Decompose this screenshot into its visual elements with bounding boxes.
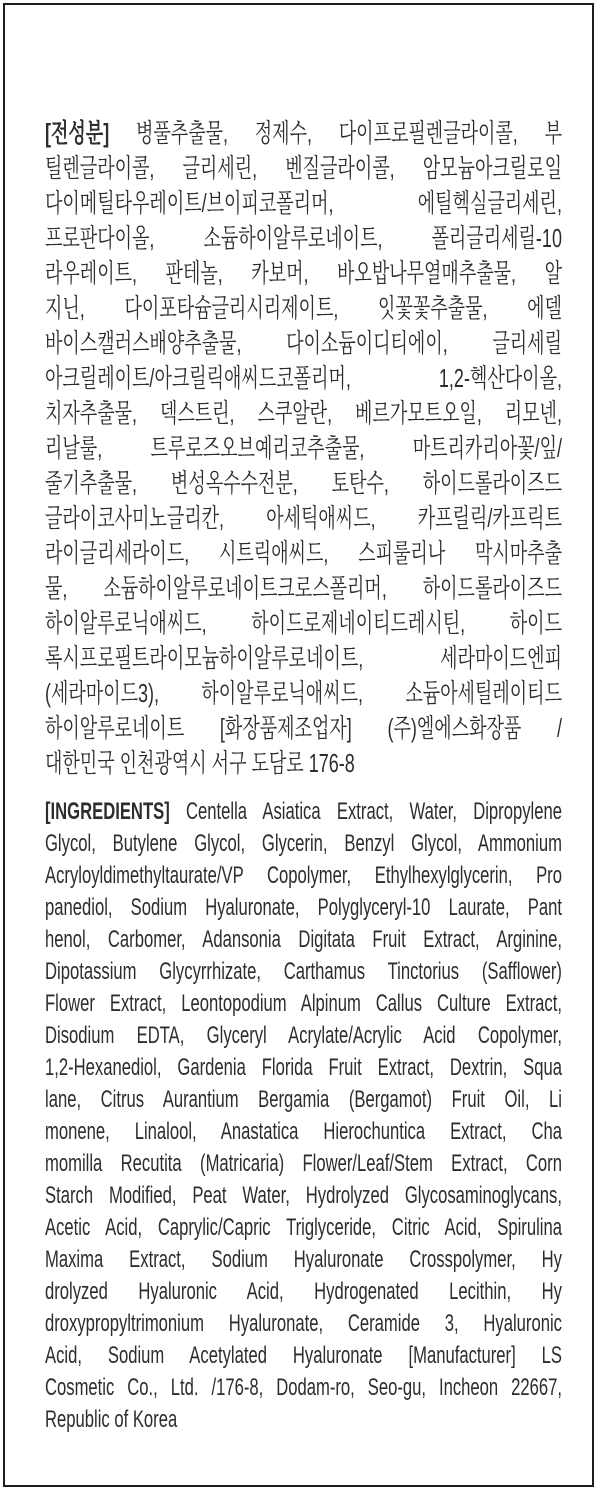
text-line: 치자추출물, 덱스트린, 스쿠알란, 베르가모트오일, 리모넨, bbox=[45, 398, 562, 428]
label-text-column bbox=[45, 116, 562, 1436]
text-line: Acetic Acid, Caprylic/Capric Triglyceride, Citric Acid, Spirulina bbox=[45, 1214, 562, 1241]
text-line: 틸렌글라이콜, 글리세린, 벤질글라이콜, 암모늄아크릴로일 bbox=[45, 153, 562, 183]
text-line: droxypropyltrimonium Hyaluronate, Ceramide 3, Hyaluronic bbox=[45, 1310, 562, 1337]
text-line: 바이스캘러스배양추출물, 다이소듐이디티에이, 글리세릴 bbox=[45, 328, 562, 358]
text-line: 하이알루로닉애씨드, 하이드로제네이티드레시틴, 하이드 bbox=[45, 608, 562, 638]
text-line: (세라마이드3), 하이알루로닉애씨드, 소듐아세틸레이티드 bbox=[45, 678, 562, 708]
text-line: 지닌, 다이포타슘글리시리제이트, 잇꽃꽃추출물, 에델 bbox=[45, 293, 562, 323]
english-ingredients-paragraph bbox=[45, 796, 562, 1436]
text-line: 록시프로필트라이모늄하이알루로네이트, 세라마이드엔피 bbox=[45, 643, 562, 673]
english-section-header: [INGREDIENTS] bbox=[45, 798, 170, 825]
text-line: 하이알루로네이트 [화장품제조업자] (주)엘에스화장품 / bbox=[45, 713, 562, 743]
ingredients-label-page bbox=[3, 3, 594, 1487]
text-line: 라우레이트, 판테놀, 카보머, 바오밥나무열매추출물, 알 bbox=[45, 258, 562, 288]
text-line: 글라이코사미노글리칸, 아세틱애씨드, 카프릴릭/카프릭트 bbox=[45, 503, 562, 533]
text-line: Acryloyldimethyltaurate/VP Copolymer, Ethylhexylglycerin, Pro bbox=[45, 862, 562, 889]
text-line bbox=[45, 796, 562, 828]
english-first-line-text: Centella Asiatica Extract, Water, Dipropylene bbox=[186, 798, 562, 825]
text-line: panediol, Sodium Hyaluronate, Polyglyceryl-10 Laurate, Pant bbox=[45, 894, 562, 921]
text-line: Starch Modified, Peat Water, Hydrolyzed Glycosaminoglycans, bbox=[45, 1182, 562, 1209]
text-line: 1,2-Hexanediol, Gardenia Florida Fruit Extract, Dextrin, Squa bbox=[45, 1054, 562, 1081]
korean-ingredients-paragraph bbox=[45, 116, 562, 781]
text-line: monene, Linalool, Anastatica Hierochuntica Extract, Cha bbox=[45, 1118, 562, 1145]
korean-first-line-text: 병풀추출물, 정제수, 다이프로필렌글라이콜, 부 bbox=[135, 118, 562, 148]
text-line: 대한민국 인천광역시 서구 도담로 176-8 bbox=[45, 748, 355, 778]
text-line: Flower Extract, Leontopodium Alpinum Callus Culture Extract, bbox=[45, 990, 562, 1017]
korean-section-header: [전성분] bbox=[45, 118, 110, 148]
text-line: Cosmetic Co., Ltd. /176-8, Dodam-ro, Seo-gu, Incheon 22667, bbox=[45, 1374, 562, 1401]
text-line: Disodium EDTA, Glyceryl Acrylate/Acrylic Acid Copolymer, bbox=[45, 1022, 562, 1049]
text-line: henol, Carbomer, Adansonia Digitata Fruit Extract, Arginine, bbox=[45, 926, 562, 953]
text-line: drolyzed Hyaluronic Acid, Hydrogenated Lecithin, Hy bbox=[45, 1278, 562, 1305]
text-line: 물, 소듐하이알루로네이트크로스폴리머, 하이드롤라이즈드 bbox=[45, 573, 562, 603]
text-line bbox=[45, 116, 562, 151]
text-line: Dipotassium Glycyrrhizate, Carthamus Tinctorius (Safflower) bbox=[45, 958, 562, 985]
text-line: 리날룰, 트루로즈오브예리코추출물, 마트리카리아꽃/잎/ bbox=[45, 433, 562, 463]
text-line: 아크릴레이트/아크릴릭애씨드코폴리머, 1,2-헥산다이올, bbox=[45, 363, 562, 393]
text-line: 줄기추출물, 변성옥수수전분, 토탄수, 하이드롤라이즈드 bbox=[45, 468, 562, 498]
english-lines bbox=[45, 828, 562, 1436]
text-line: Republic of Korea bbox=[45, 1406, 178, 1433]
text-line: lane, Citrus Aurantium Bergamia (Bergamot) Fruit Oil, Li bbox=[45, 1086, 562, 1113]
text-line: momilla Recutita (Matricaria) Flower/Leaf/Stem Extract, Corn bbox=[45, 1150, 562, 1177]
text-line: 라이글리세라이드, 시트릭애씨드, 스피룰리나 막시마추출 bbox=[45, 538, 562, 568]
text-line: Acid, Sodium Acetylated Hyaluronate [Manufacturer] LS bbox=[45, 1342, 562, 1369]
text-line: Maxima Extract, Sodium Hyaluronate Crosspolymer, Hy bbox=[45, 1246, 562, 1273]
text-line: 다이메틸타우레이트/브이피코폴리머, 에틸헥실글리세린, bbox=[45, 188, 562, 218]
korean-lines bbox=[45, 151, 562, 781]
text-line: Glycol, Butylene Glycol, Glycerin, Benzyl Glycol, Ammonium bbox=[45, 830, 562, 857]
text-line: 프로판다이올, 소듐하이알루로네이트, 폴리글리세릴-10 bbox=[45, 223, 562, 253]
